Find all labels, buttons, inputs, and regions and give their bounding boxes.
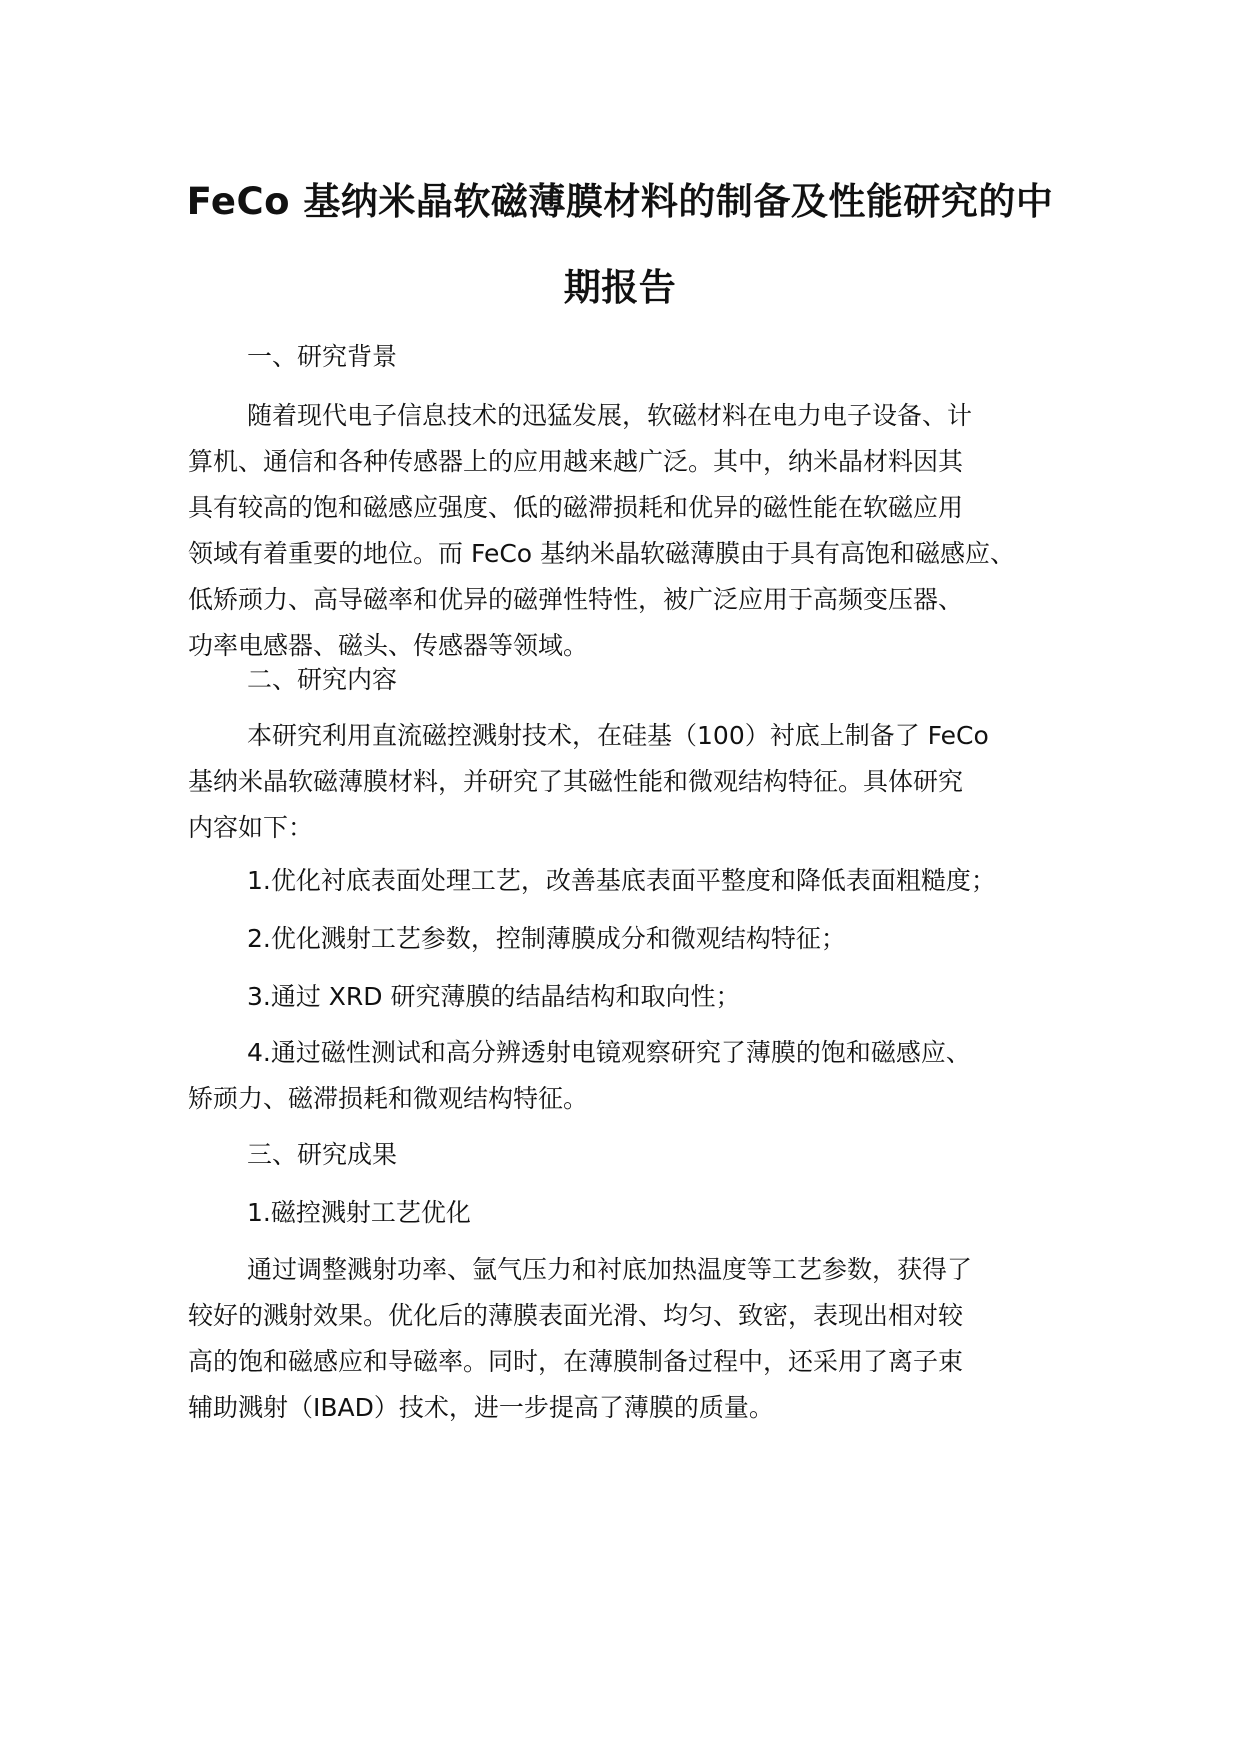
- section1-line: 具有较高的饱和磁感应强度、低的磁滞损耗和优异的磁性能在软磁应用: [188, 493, 964, 522]
- section3-heading: 三、研究成果: [247, 1140, 398, 1169]
- section3-line: 辅助溅射（IBAD）技术，进一步提高了薄膜的质量。: [188, 1393, 774, 1422]
- section1-line: 功率电感器、磁头、传感器等领域。: [188, 631, 589, 660]
- document-title-line2: 期报告: [563, 266, 677, 309]
- section1-line: 领域有着重要的地位。而 FeCo 基纳米晶软磁薄膜由于具有高饱和磁感应、: [188, 539, 1016, 568]
- section3-subheading: 1.磁控溅射工艺优化: [247, 1198, 471, 1227]
- section2-line: 基纳米晶软磁薄膜材料，并研究了其磁性能和微观结构特征。具体研究: [188, 767, 964, 796]
- section2-paragraph: [188, 713, 1088, 851]
- section1-line: 低矫顽力、高导磁率和优异的磁弹性特性，被广泛应用于高频变压器、: [188, 585, 964, 614]
- section3-line: 通过调整溅射功率、氩气压力和衬底加热温度等工艺参数，获得了: [247, 1255, 973, 1284]
- section3-line: 高的饱和磁感应和导磁率。同时，在薄膜制备过程中，还采用了离子束: [188, 1347, 964, 1376]
- list-item-4: [188, 1030, 1088, 1122]
- section1-line: 算机、通信和各种传感器上的应用越来越广泛。其中，纳米晶材料因其: [188, 447, 964, 476]
- section2-line: 内容如下：: [188, 813, 314, 842]
- section3-paragraph: [188, 1247, 1088, 1431]
- list-item-2: 2.优化溅射工艺参数，控制薄膜成分和微观结构特征；: [247, 924, 846, 953]
- section2-heading: 二、研究内容: [247, 665, 398, 694]
- section1-line: 随着现代电子信息技术的迅猛发展，软磁材料在电力电子设备、计: [247, 401, 973, 430]
- section3-line: 较好的溅射效果。优化后的薄膜表面光滑、均匀、致密，表现出相对较: [188, 1301, 964, 1330]
- document-title-line1: FeCo 基纳米晶软磁薄膜材料的制备及性能研究的中: [186, 180, 1054, 223]
- list-item-3: 3.通过 XRD 研究薄膜的结晶结构和取向性；: [247, 982, 741, 1011]
- list-item-4-line: 矫顽力、磁滞损耗和微观结构特征。: [188, 1084, 589, 1113]
- section1-heading: 一、研究背景: [247, 342, 398, 371]
- list-item-4-line: 4.通过磁性测试和高分辨透射电镜观察研究了薄膜的饱和磁感应、: [247, 1038, 971, 1067]
- section2-line: 本研究利用直流磁控溅射技术，在硅基（100）衬底上制备了 FeCo: [247, 721, 989, 750]
- section1-paragraph: [188, 393, 1088, 669]
- list-item-1: 1.优化衬底表面处理工艺，改善基底表面平整度和降低表面粗糙度；: [247, 866, 996, 895]
